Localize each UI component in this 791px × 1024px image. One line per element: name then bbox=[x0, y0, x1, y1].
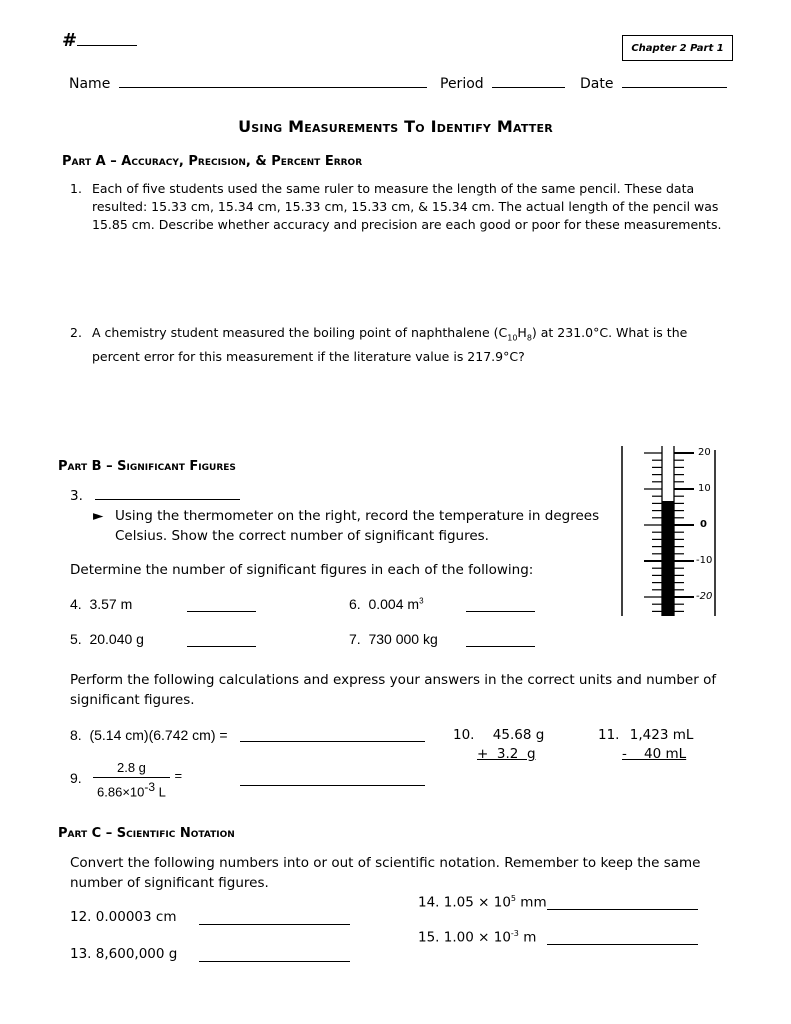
sci-item-14 bbox=[418, 894, 547, 911]
item-value: 8,600,000 g bbox=[95, 946, 178, 962]
q10-line2: + 3.2 g bbox=[477, 746, 536, 762]
period-field bbox=[440, 76, 565, 92]
part-b-heading: Part B – Significant Figures bbox=[58, 459, 236, 474]
sig-7-answer-blank[interactable] bbox=[466, 633, 535, 647]
sig-item-6 bbox=[349, 596, 424, 612]
date-field bbox=[580, 76, 727, 92]
name-field bbox=[69, 76, 427, 92]
denominator bbox=[97, 778, 166, 799]
item-number: 5. bbox=[70, 631, 82, 647]
question-number: 11. bbox=[598, 727, 620, 743]
sci-item-15 bbox=[418, 929, 536, 946]
chapter-tag-text: Chapter 2 Part 1 bbox=[631, 42, 724, 54]
part-c-intro: Convert the following numbers into or out of scientific notation. Remember to keep the same number of significant figures. bbox=[70, 855, 701, 891]
period-blank[interactable] bbox=[492, 87, 565, 88]
sig-6-answer-blank[interactable] bbox=[466, 598, 535, 612]
part-c-heading: Part C – Scientific Notation bbox=[58, 826, 235, 841]
question-text bbox=[92, 324, 730, 366]
bullet-arrow-icon: ► bbox=[93, 508, 104, 524]
item-number: 6. bbox=[349, 596, 361, 612]
sci-13-answer-blank[interactable] bbox=[199, 948, 350, 962]
determine-instruction: Determine the number of significant figures in each of the following: bbox=[70, 562, 534, 578]
numerator: 2.8 g bbox=[93, 760, 170, 778]
denominator-base: 6.86×10 bbox=[97, 784, 145, 800]
thermo-label-neg20: -20 bbox=[696, 591, 713, 602]
page-title: Using Measurements To Identify Matter bbox=[238, 117, 553, 136]
thermo-label-20: 20 bbox=[698, 447, 711, 458]
denominator-unit: L bbox=[155, 784, 166, 800]
sig-item-7 bbox=[349, 631, 438, 647]
question-number: 2. bbox=[70, 325, 82, 340]
question-9-number: 9. bbox=[70, 770, 82, 786]
q9-answer-blank[interactable] bbox=[240, 772, 425, 786]
period-label: Period bbox=[440, 76, 484, 92]
question-number: 3. bbox=[70, 488, 83, 504]
item-value: 20.040 g bbox=[89, 631, 144, 647]
item-exponent: -3 bbox=[510, 929, 519, 938]
item-base: 1.00 × 10 bbox=[443, 929, 511, 946]
sig-item-5 bbox=[70, 631, 144, 647]
fraction bbox=[93, 760, 170, 799]
sci-14-answer-blank[interactable] bbox=[547, 896, 698, 910]
question-3 bbox=[70, 486, 240, 506]
item-number: 13. bbox=[70, 946, 92, 962]
number-label: # bbox=[62, 30, 78, 51]
question-8 bbox=[70, 727, 228, 743]
thermometer-figure bbox=[612, 440, 722, 620]
item-number: 7. bbox=[349, 631, 361, 647]
thermo-label-10: 10 bbox=[698, 483, 711, 494]
q2-text-b: ) at 231.0°C. What is the percent error for this measurement if the literature value is 217.9°C? bbox=[92, 325, 688, 364]
q2-text-a: A chemistry student measured the boiling point of naphthalene (C bbox=[92, 325, 508, 340]
q3-answer-blank[interactable] bbox=[95, 499, 240, 500]
sci-item-13 bbox=[70, 946, 177, 962]
date-blank[interactable] bbox=[622, 87, 727, 88]
name-label: Name bbox=[69, 76, 111, 92]
name-blank[interactable] bbox=[119, 87, 427, 88]
item-exponent: 3 bbox=[419, 596, 424, 606]
sci-12-answer-blank[interactable] bbox=[199, 911, 350, 925]
item-exponent: 5 bbox=[510, 894, 517, 903]
item-number: 4. bbox=[70, 596, 82, 612]
denominator-exponent: -3 bbox=[144, 780, 156, 794]
sci-item-12 bbox=[70, 909, 176, 925]
thermo-label-neg10: -10 bbox=[696, 555, 713, 566]
item-value: 730 000 kg bbox=[368, 631, 438, 647]
sci-15-answer-blank[interactable] bbox=[547, 931, 698, 945]
number-blank[interactable] bbox=[77, 45, 137, 46]
worksheet-number bbox=[62, 30, 137, 51]
item-number: 14. bbox=[418, 894, 440, 911]
item-value: 0.004 m bbox=[368, 596, 420, 612]
sig-4-answer-blank[interactable] bbox=[187, 598, 256, 612]
q8-answer-blank[interactable] bbox=[240, 728, 425, 742]
question-text: Each of five students used the same ruler to measure the length of the same pencil. These data resulted: 15.33 cm, 15.34 cm, 15.33 cm, 15.33 cm, & 15.34 cm. The actual length of the pencil was 15.85 cm. Describe whether accuracy and precision are each good or poor for these measurements. bbox=[92, 181, 722, 232]
equals-sign: = bbox=[174, 768, 183, 784]
item-unit: m bbox=[518, 929, 537, 946]
thermo-label-0: 0 bbox=[700, 519, 707, 530]
q11-line1: 1,423 mL bbox=[629, 727, 694, 743]
question-1 bbox=[70, 180, 730, 234]
question-9-fraction bbox=[93, 760, 182, 799]
q10-line1: 45.68 g bbox=[492, 727, 545, 743]
q2-h: H bbox=[517, 325, 527, 340]
question-10 bbox=[453, 727, 544, 743]
item-number: 15. bbox=[418, 929, 440, 946]
question-11 bbox=[598, 727, 693, 743]
question-number: 10. bbox=[453, 727, 475, 743]
item-number: 12. bbox=[70, 909, 92, 925]
part-a-heading: Part A – Accuracy, Precision, & Percent Error bbox=[62, 154, 363, 169]
q11-line2: - 40 mL bbox=[622, 746, 687, 762]
sig-5-answer-blank[interactable] bbox=[187, 633, 256, 647]
perform-instruction: Perform the following calculations and express your answers in the correct units and number of significant figures. bbox=[70, 672, 717, 708]
q2-sub-8: 8 bbox=[526, 333, 532, 343]
question-number: 1. bbox=[70, 181, 82, 196]
question-number: 8. bbox=[70, 727, 82, 743]
q3-instruction bbox=[93, 506, 603, 546]
sig-item-4 bbox=[70, 596, 132, 612]
q8-expression: (5.14 cm)(6.742 cm) = bbox=[89, 727, 228, 743]
item-value: 0.00003 cm bbox=[95, 909, 177, 925]
chapter-tag bbox=[622, 35, 733, 61]
item-base: 1.05 × 10 bbox=[443, 894, 511, 911]
q3-instruction-text: Using the thermometer on the right, record the temperature in degrees Celsius. Show the correct number of significant figures. bbox=[115, 508, 600, 544]
item-value: 3.57 m bbox=[89, 596, 133, 612]
date-label: Date bbox=[580, 76, 614, 92]
question-2 bbox=[70, 324, 730, 366]
q2-sub-10: 10 bbox=[507, 333, 518, 343]
item-unit: mm bbox=[516, 894, 547, 911]
